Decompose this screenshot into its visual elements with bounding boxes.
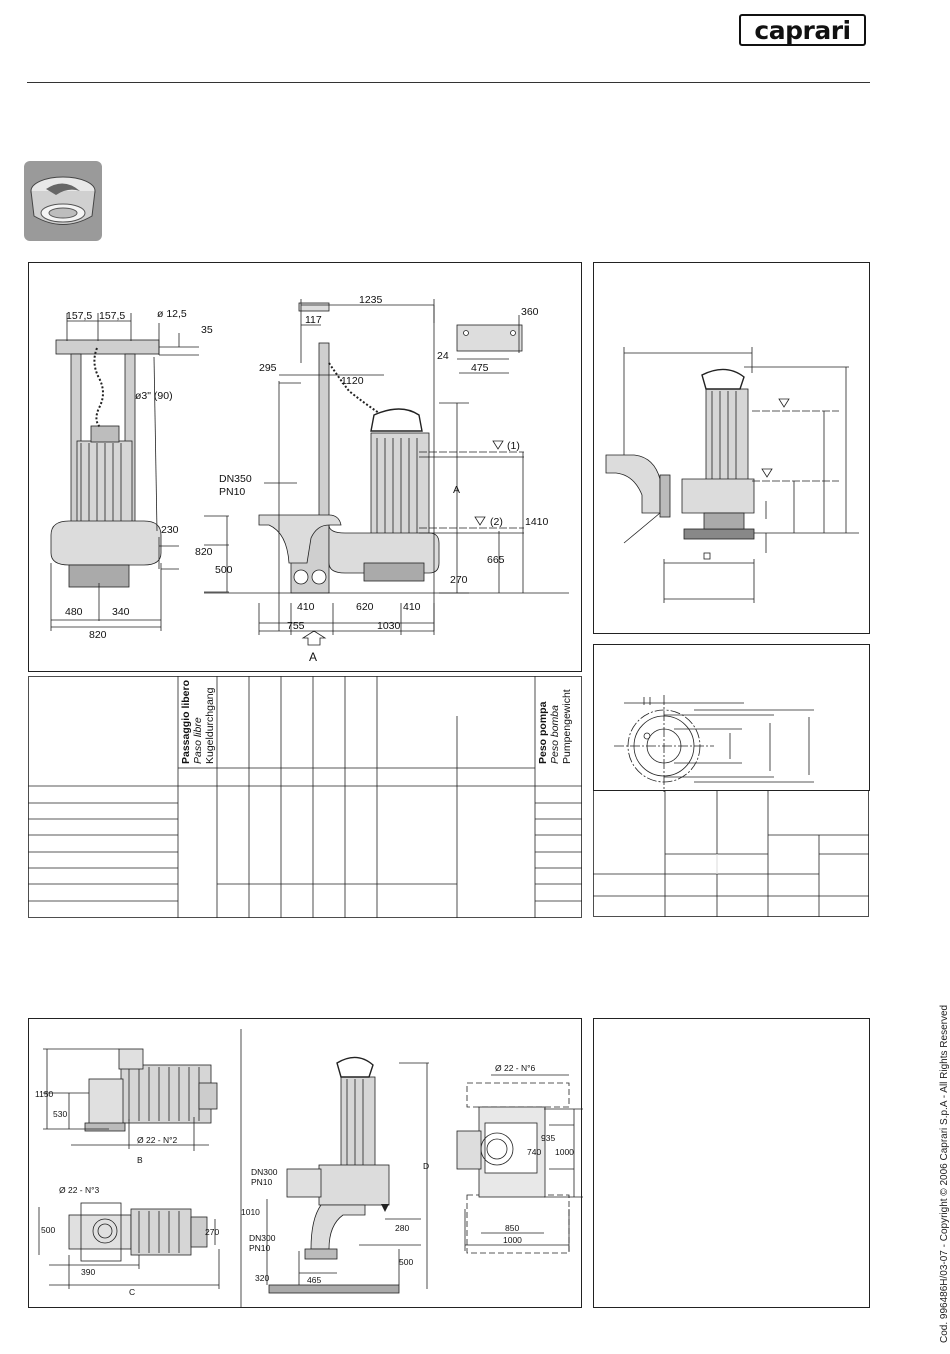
dim-label: 820 <box>195 546 213 558</box>
dim-label: PN10 <box>251 1177 273 1187</box>
pump-data-table <box>28 676 582 918</box>
dim-label: 157,5 <box>99 310 126 322</box>
water-level-triangle-icon <box>475 441 503 525</box>
copyright-notice <box>933 925 950 1343</box>
dim-label: 820 <box>89 629 107 641</box>
header-rule <box>27 82 870 83</box>
dim-label: 500 <box>215 564 233 576</box>
dim-label: D <box>423 1161 430 1171</box>
dim-label: 280 <box>395 1223 410 1233</box>
dim-label: DN350 <box>219 473 252 485</box>
dim-label: 35 <box>201 324 213 336</box>
dim-label: 740 <box>527 1147 542 1157</box>
header-paso-libre: Paso libre <box>192 717 204 764</box>
dim-label: 1410 <box>525 516 549 528</box>
dim-label: 1000 <box>555 1147 574 1157</box>
dim-label: DN300 <box>251 1167 278 1177</box>
dim-label: 117 <box>305 314 322 326</box>
dim-label: 157,5 <box>66 310 93 322</box>
dim-label: 530 <box>53 1109 68 1119</box>
dim-label: C <box>129 1287 136 1297</box>
notes-panel <box>593 1018 870 1308</box>
dim-label: 295 <box>259 362 277 374</box>
dim-label: 1120 <box>341 375 364 387</box>
dim-label: 320 <box>255 1273 270 1283</box>
dim-label: 24 <box>437 350 449 362</box>
header-kugeldurchgang: Kugeldurchgang <box>204 687 216 764</box>
dim-label: 1235 <box>359 294 383 306</box>
header-pumpengewicht: Pumpengewicht <box>561 689 573 764</box>
dim-label: (2) <box>490 516 503 528</box>
dim-label: ø 12,5 <box>157 308 187 320</box>
dim-label: 390 <box>81 1267 96 1277</box>
dim-label: Ø 22 - N°3 <box>59 1185 100 1195</box>
dim-label: 1150 <box>35 1089 54 1099</box>
dim-label: A <box>453 484 461 496</box>
dim-label: B <box>137 1155 143 1165</box>
dim-label: 665 <box>487 554 505 566</box>
dim-label: 465 <box>307 1275 322 1285</box>
dim-label: 340 <box>112 606 130 618</box>
impeller-thumbnail-icon <box>24 161 102 241</box>
dim-label: (1) <box>507 440 520 452</box>
installation-drawing-svg <box>29 263 583 673</box>
side-view-drawing <box>593 262 870 634</box>
dim-label: 755 <box>287 620 305 632</box>
dim-label: 270 <box>450 574 468 586</box>
dim-label: 935 <box>541 1133 556 1143</box>
dim-label: 500 <box>41 1225 56 1235</box>
caprari-logo <box>739 14 866 46</box>
dim-label: ø3" (90) <box>135 390 173 402</box>
dim-label: 620 <box>356 601 374 613</box>
dim-label: 850 <box>505 1223 520 1233</box>
dim-label: 270 <box>205 1227 220 1237</box>
dim-label: 360 <box>521 306 539 318</box>
dim-label: 230 <box>161 524 179 536</box>
dim-label: DN300 <box>249 1233 276 1243</box>
dim-label: 410 <box>403 601 421 613</box>
header-peso-pompa: Peso pompa <box>537 701 549 764</box>
dim-label: 1010 <box>241 1207 260 1217</box>
table-headers <box>180 680 573 764</box>
dim-label: PN10 <box>249 1243 271 1253</box>
section-arrow-label: A <box>309 650 318 664</box>
header-peso-bomba: Peso bomba <box>549 705 561 764</box>
dim-label: PN10 <box>219 486 246 498</box>
flange-table <box>593 790 870 918</box>
dry-installation-drawing <box>28 1018 582 1308</box>
dim-label: Ø 22 - N°2 <box>137 1135 178 1145</box>
copyright-text: Cod. 996486H/03-07 - Copyright © 2006 Caprari S.p.A - All Rights Reserved <box>939 1004 950 1343</box>
dim-label: 500 <box>399 1257 414 1267</box>
logo-text: caprari <box>754 15 851 45</box>
dim-label: 480 <box>65 606 83 618</box>
dim-label: Ø 22 - N°6 <box>495 1063 536 1073</box>
header-passaggio-libero: Passaggio libero <box>180 679 192 764</box>
dim-label: 475 <box>471 362 489 374</box>
dim-label: 410 <box>297 601 315 613</box>
flange-drawing <box>593 644 870 791</box>
main-installation-drawing <box>28 262 582 672</box>
dim-label: 1030 <box>377 620 401 632</box>
dim-label: 1000 <box>503 1235 522 1245</box>
